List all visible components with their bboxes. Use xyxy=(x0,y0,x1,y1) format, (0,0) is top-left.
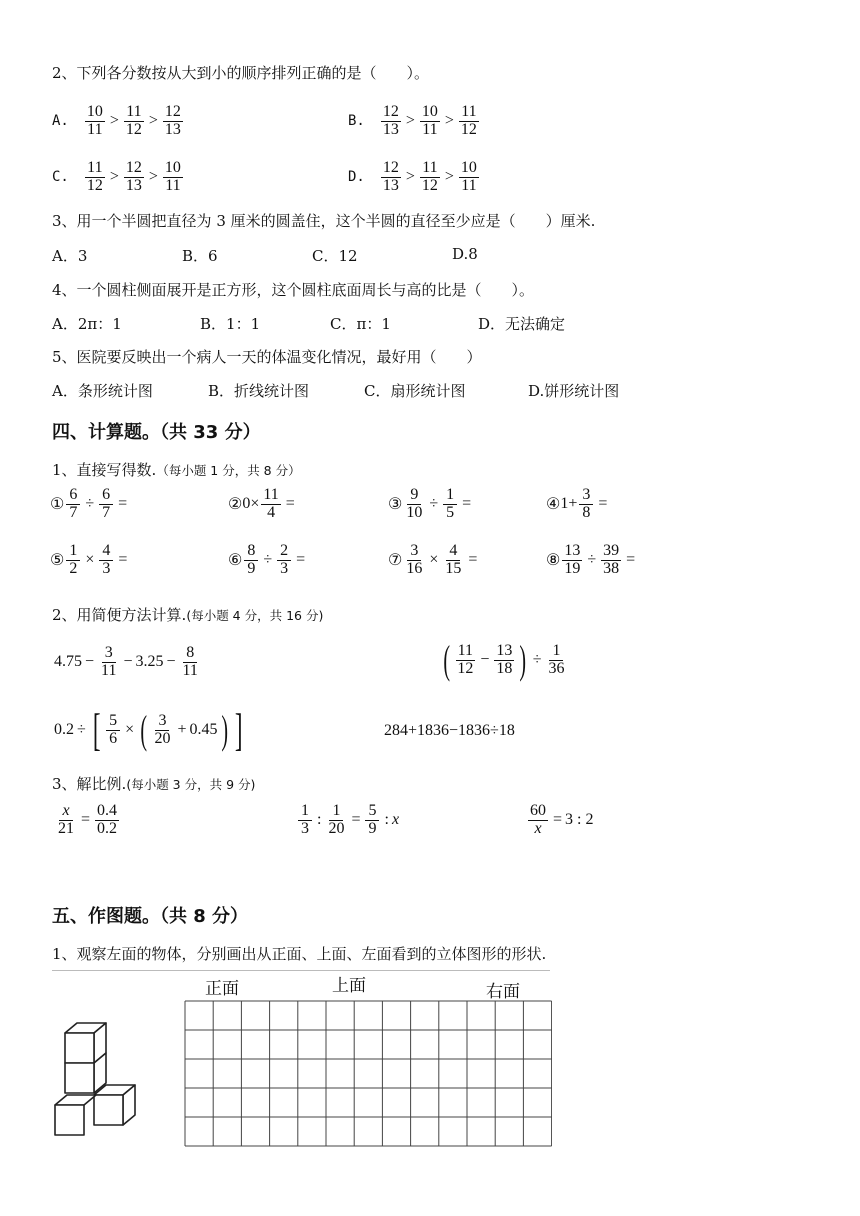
q3-option-c[interactable]: C．12 xyxy=(312,247,358,265)
s4-p2-note: (每小题 4 分，共 16 分) xyxy=(186,608,324,623)
fraction: $\frac{4}{15}$ xyxy=(445,542,462,577)
fraction: $\frac{0.4}{0.2}$ xyxy=(97,802,118,837)
fraction: $\frac{10}{11}$ xyxy=(460,159,477,194)
fraction: $\frac{x}{21}$ xyxy=(58,802,74,837)
fraction: $\frac{1}{5}$ xyxy=(443,487,457,522)
q4-text: 4、一个圆柱侧面展开是正方形，这个圆柱底面周长与高的比是（ ）。 xyxy=(52,281,535,299)
direct-calc-item: ⑦ $\frac{3}{16}$ × $\frac{4}{15}$ = xyxy=(388,542,478,577)
q4-option-b[interactable]: B．1：1 xyxy=(200,315,261,333)
fraction: $\frac{10}{11}$ xyxy=(86,103,103,138)
fraction: $\frac{1}{36}$ xyxy=(548,641,565,677)
q2-option-b[interactable]: B. $\frac{12}{13}$ > $\frac{10}{11}$ > $\frac{11}{12}$ xyxy=(348,103,477,138)
q4-option-d[interactable]: D．无法确定 xyxy=(478,315,566,333)
fraction: $\frac{1}{2}$ xyxy=(66,543,80,578)
proportion-expr-2: $\frac{1}{3}$ : $\frac{1}{20}$ = $\frac{5}{9}$ : x xyxy=(296,803,399,838)
s4-p2-heading xyxy=(52,604,323,625)
fraction: $\frac{11}{4}$ xyxy=(263,486,279,521)
q5-option-d[interactable]: D.饼形统计图 xyxy=(528,382,620,400)
s4-p1-text: 1、直接写得数. xyxy=(52,461,157,479)
fraction: $\frac{9}{10}$ xyxy=(406,486,423,521)
q4-option-a[interactable]: A．2π：1 xyxy=(52,315,122,333)
q5-option-a[interactable]: A．条形统计图 xyxy=(52,382,153,400)
simplify-expr-1: 4.75 − $\frac{3}{11}$ − 3.25 − $\frac{8}{11}$ xyxy=(54,644,198,679)
direct-calc-item: ⑥ $\frac{8}{9}$ ÷ $\frac{2}{3}$ = xyxy=(228,542,306,577)
q3-option-a[interactable]: A．3 xyxy=(52,247,88,265)
s4-p1-heading xyxy=(52,459,301,480)
section5-title: 五、作图题。（共 8 分） xyxy=(52,906,249,927)
direct-calc-item: ⑤ $\frac{1}{2}$ × $\frac{4}{3}$ = xyxy=(50,542,128,577)
fraction: $\frac{11}{12}$ xyxy=(421,159,438,194)
s4-p3-heading xyxy=(52,773,255,794)
q3-text: 3、用一个半圆把直径为 3 厘米的圆盖住，这个半圆的直径至少应是（ ）厘米. xyxy=(52,212,596,230)
fraction: $\frac{10}{11}$ xyxy=(421,103,438,138)
fraction: $\frac{3}{11}$ xyxy=(101,644,117,679)
view-label-top: 上面 xyxy=(332,976,366,996)
fraction: $\frac{6}{7}$ xyxy=(99,487,113,522)
q3-option-d[interactable]: D.8 xyxy=(452,245,478,263)
s4-p3-text: 3、解比例. xyxy=(52,775,127,793)
q5-option-b[interactable]: B．折线统计图 xyxy=(208,382,310,400)
cube-figure xyxy=(50,1020,145,1140)
fraction: $\frac{2}{3}$ xyxy=(277,543,291,578)
fraction: $\frac{12}{13}$ xyxy=(382,159,399,194)
direct-calc-item: ⑧ $\frac{13}{19}$ ÷ $\frac{39}{38}$ = xyxy=(546,542,636,577)
fraction: $\frac{1}{20}$ xyxy=(328,802,345,837)
fraction: $\frac{11}{12}$ xyxy=(125,103,142,138)
fraction: $\frac{1}{3}$ xyxy=(298,803,312,838)
view-label-right: 右面 xyxy=(486,982,520,1002)
divider xyxy=(52,970,550,971)
direct-calc-item: ③ $\frac{9}{10}$ ÷ $\frac{1}{5}$ = xyxy=(388,486,472,521)
section4-title: 四、计算题。（共 33 分） xyxy=(52,422,261,443)
fraction: $\frac{8}{9}$ xyxy=(244,543,258,578)
simplify-expr-2: ( $\frac{11}{12}$ − $\frac{13}{18}$ ) ÷ $\frac{1}{36}$ xyxy=(443,637,565,682)
fraction: $\frac{11}{12}$ xyxy=(86,159,103,194)
fraction: $\frac{60}{x}$ xyxy=(530,802,546,837)
drawing-grid[interactable] xyxy=(184,1000,552,1148)
fraction: $\frac{11}{12}$ xyxy=(460,103,477,138)
q2-option-d[interactable]: D. $\frac{12}{13}$ > $\frac{11}{12}$ > $\frac{10}{11}$ xyxy=(348,159,477,194)
simplify-expr-3: 0.2 ÷ [ $\frac{5}{6}$ × ( $\frac{3}{20}$ + 0.45 ) ] xyxy=(54,704,243,755)
q3-option-b[interactable]: B．6 xyxy=(182,247,218,265)
fraction: $\frac{12}{13}$ xyxy=(125,159,142,194)
fraction: $\frac{13}{18}$ xyxy=(496,641,513,677)
fraction: $\frac{12}{13}$ xyxy=(164,103,181,138)
fraction: $\frac{11}{12}$ xyxy=(457,641,474,677)
proportion-expr-3: $\frac{60}{x}$ = 3 : 2 xyxy=(530,802,594,837)
direct-calc-item: ② 0× $\frac{11}{4}$ = xyxy=(228,486,295,521)
q5-text: 5、医院要反映出一个病人一天的体温变化情况，最好用（ ） xyxy=(52,348,482,366)
s4-p2-text: 2、用简便方法计算. xyxy=(52,606,187,624)
s4-p3-note: (每小题 3 分，共 9 分) xyxy=(126,777,256,792)
q4-option-c[interactable]: C．π：1 xyxy=(330,315,391,333)
fraction: $\frac{5}{6}$ xyxy=(106,713,120,748)
fraction: $\frac{4}{3}$ xyxy=(99,543,113,578)
direct-calc-item: ① $\frac{6}{7}$ ÷ $\frac{6}{7}$ = xyxy=(50,486,128,521)
fraction: $\frac{8}{11}$ xyxy=(182,644,198,679)
proportion-expr-1: $\frac{x}{21}$ = $\frac{0.4}{0.2}$ xyxy=(58,802,118,837)
fraction: $\frac{13}{19}$ xyxy=(564,542,581,577)
q2-text: 2、下列各分数按从大到小的顺序排列正确的是（ ）。 xyxy=(52,64,430,82)
q5-option-c[interactable]: C．扇形统计图 xyxy=(364,382,466,400)
fraction: $\frac{3}{8}$ xyxy=(579,487,593,522)
q2-option-a[interactable]: A. $\frac{10}{11}$ > $\frac{11}{12}$ > $\frac{12}{13}$ xyxy=(52,103,181,138)
fraction: $\frac{10}{11}$ xyxy=(164,159,181,194)
s4-p1-note: （每小题 1 分，共 8 分） xyxy=(156,463,301,478)
fraction: $\frac{5}{9}$ xyxy=(365,803,379,838)
simplify-expr-4: 284+1836−1836÷18 xyxy=(384,722,515,739)
view-label-front: 正面 xyxy=(205,979,239,999)
s5-p1-text: 1、观察左面的物体，分别画出从正面、上面、左面看到的立体图形的形状. xyxy=(52,945,547,963)
direct-calc-item: ④ 1+ $\frac{3}{8}$ = xyxy=(546,486,608,521)
fraction: $\frac{3}{20}$ xyxy=(154,711,171,747)
q2-option-c[interactable]: C. $\frac{11}{12}$ > $\frac{12}{13}$ > $\frac{10}{11}$ xyxy=(52,159,181,194)
fraction: $\frac{39}{38}$ xyxy=(603,542,620,577)
fraction: $\frac{6}{7}$ xyxy=(66,487,80,522)
fraction: $\frac{12}{13}$ xyxy=(382,103,399,138)
fraction: $\frac{3}{16}$ xyxy=(406,542,423,577)
